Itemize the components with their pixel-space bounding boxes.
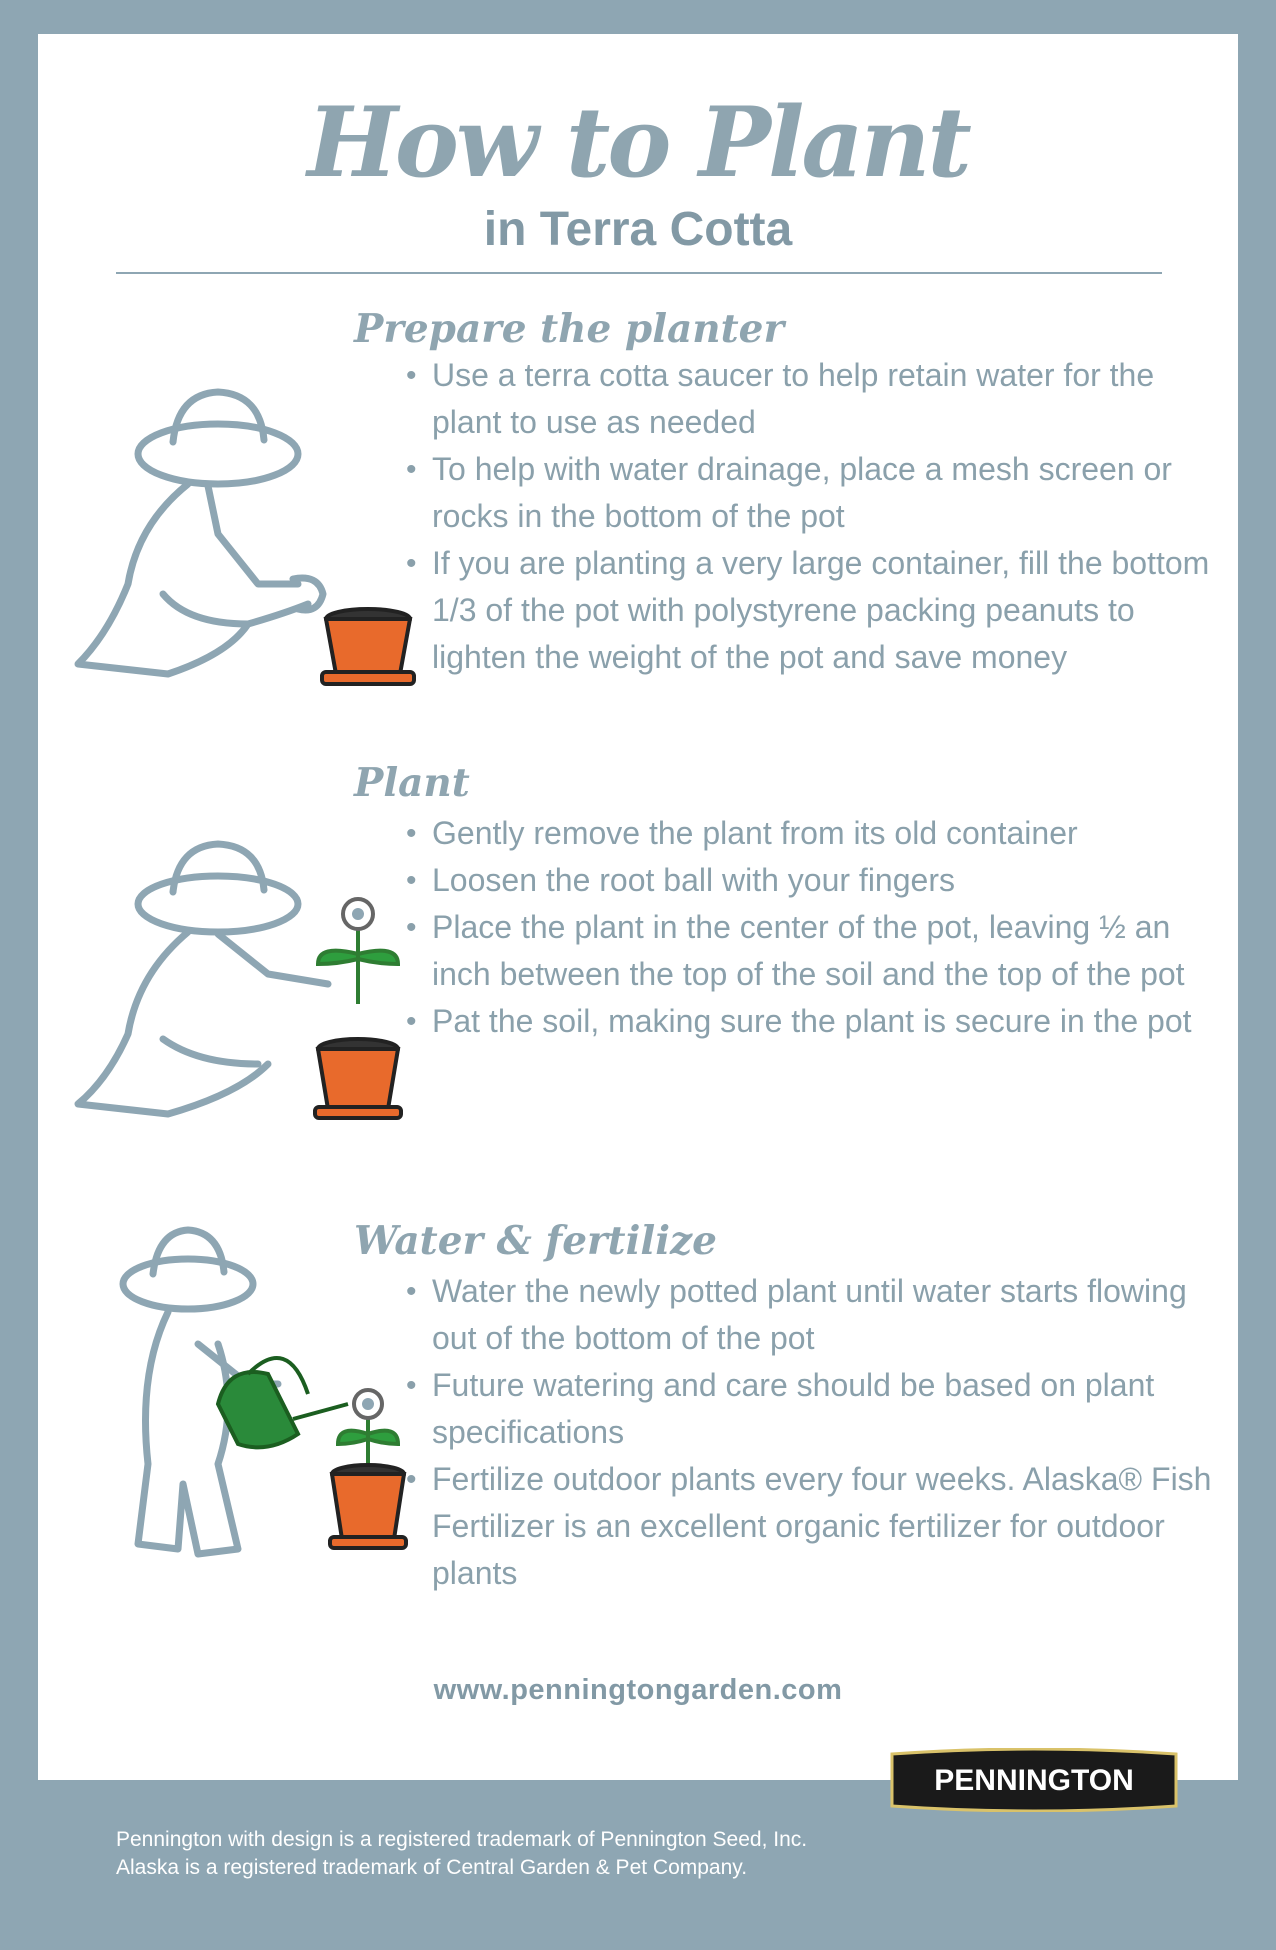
- water-list: [406, 1268, 1216, 1597]
- terra-cotta-pot: [322, 609, 414, 684]
- plant-list: [406, 810, 1216, 1045]
- page-title: How to Plant: [307, 86, 969, 199]
- flower: [338, 1390, 398, 1464]
- prepare-list: [406, 352, 1216, 681]
- terra-cotta-pot: [315, 1039, 401, 1118]
- flower: [318, 899, 398, 1004]
- page-subtitle: in Terra Cotta: [483, 203, 793, 256]
- list-item: • Fertilize outdoor plants every four weeks. Alaska® Fish Fertilizer is an excellent organic fertilizer for outdoor plants: [406, 1461, 1212, 1591]
- logo-text: PENNINGTON: [934, 1764, 1134, 1797]
- gardener-watering-icon: [98, 1204, 428, 1584]
- list-item: • Water the newly potted plant until water starts flowing out of the bottom of the pot: [406, 1273, 1187, 1356]
- website-link[interactable]: www.penningtongarden.com: [433, 1674, 843, 1706]
- list-item: • To help with water drainage, place a mesh screen or rocks in the bottom of the pot: [406, 451, 1172, 534]
- footer-line-2: Alaska is a registered trademark of Central Garden & Pet Company.: [116, 1856, 748, 1879]
- footer-legal: [116, 1826, 807, 1882]
- title-divider: [116, 272, 1162, 274]
- section-title-water: Water & fertilize: [354, 1218, 717, 1264]
- footer-line-1: Pennington with design is a registered trademark of Pennington Seed, Inc.: [116, 1828, 808, 1851]
- list-item: • If you are planting a very large container, fill the bottom 1/3 of the pot with polystyrene packing peanuts to lighten the weight of the pot and save money: [406, 545, 1210, 675]
- gardener-kneeling-pot-icon: [68, 374, 418, 704]
- section-title-prepare: Prepare the planter: [354, 306, 785, 352]
- list-item: • Gently remove the plant from its old container: [406, 815, 1078, 851]
- section-title-plant: Plant: [354, 760, 470, 806]
- list-item: • Future watering and care should be based on plant specifications: [406, 1367, 1155, 1450]
- list-item: • Loosen the root ball with your fingers: [406, 862, 955, 898]
- info-card: [38, 34, 1238, 1780]
- gardener-holding-flower-icon: [68, 824, 418, 1134]
- terra-cotta-pot: [330, 1465, 406, 1548]
- list-item: • Use a terra cotta saucer to help retain water for the plant to use as needed: [406, 357, 1155, 440]
- list-item: • Pat the soil, making sure the plant is secure in the pot: [406, 1003, 1192, 1039]
- list-item: • Place the plant in the center of the pot, leaving ½ an inch between the top of the soil and the top of the pot: [406, 909, 1185, 992]
- pennington-logo: [884, 1748, 1184, 1812]
